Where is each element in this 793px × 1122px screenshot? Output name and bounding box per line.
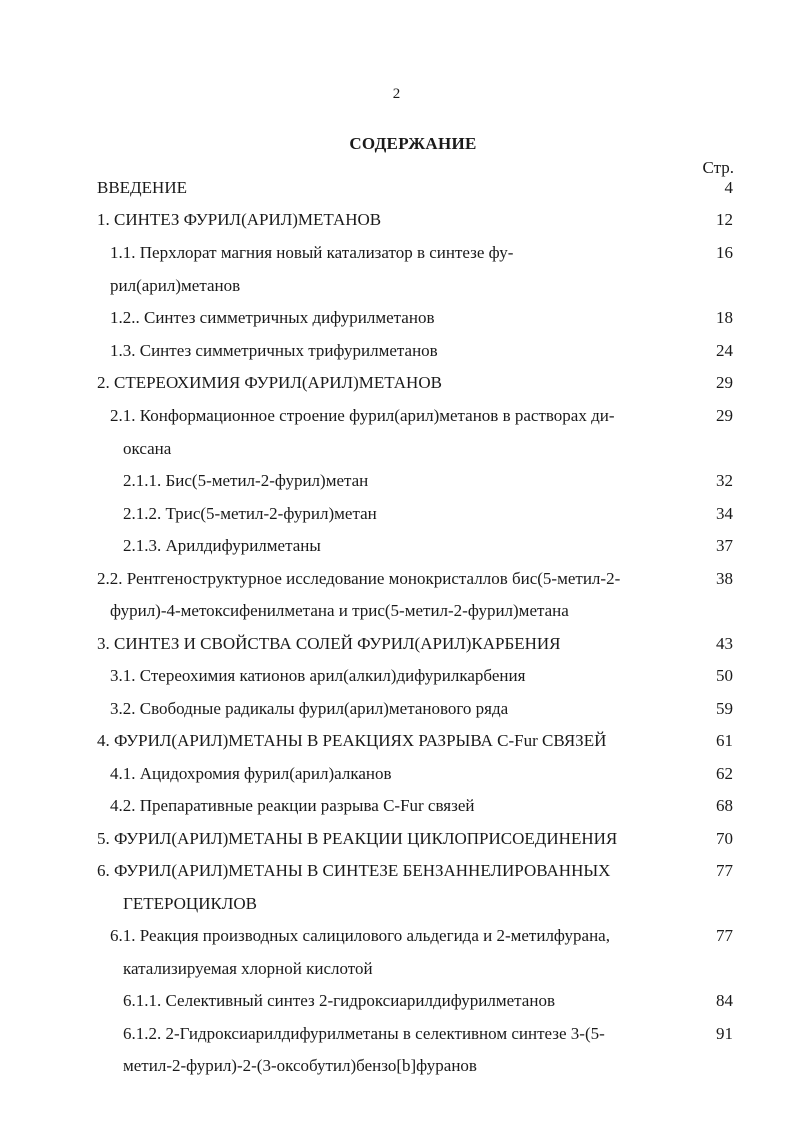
- toc-entry-page: 4: [724, 178, 733, 197]
- toc-entry-page: 16: [716, 243, 733, 262]
- toc-entry-title: 1.1. Перхлорат магния новый катализатор в синтезе фу-: [110, 243, 514, 262]
- toc-entry-page: 18: [716, 308, 733, 327]
- toc-entry-page: 32: [716, 471, 733, 490]
- toc-entry-title: 2.1.1. Бис(5-метил-2-фурил)метан: [123, 471, 369, 490]
- toc-entry-title: 2.2. Рентгеноструктурное исследование монокристаллов бис(5-метил-2-: [97, 569, 621, 588]
- toc-entry-title-continued: ГЕТЕРОЦИКЛОВ: [123, 894, 257, 913]
- toc-entry-title: 6. ФУРИЛ(АРИЛ)МЕТАНЫ В СИНТЕЗЕ БЕНЗАННЕЛИРОВАННЫХ: [97, 861, 611, 880]
- toc-entry-title: 3.1. Стереохимия катионов арил(алкил)дифурилкарбения: [110, 666, 526, 685]
- toc-entry-title-continued: фурил)-4-метоксифенилметана и трис(5-метил-2-фурил)метана: [110, 601, 569, 620]
- toc-entry-title: 6.1. Реакция производных салицилового альдегида и 2-метилфурана,: [110, 926, 610, 945]
- toc-entry-page: 68: [716, 796, 733, 815]
- toc-entry-page: 59: [716, 699, 733, 718]
- toc-entry-page: 84: [716, 991, 733, 1010]
- toc-entry-page: 43: [716, 634, 733, 653]
- toc-entry-page: 62: [716, 764, 733, 783]
- pages-column-header: Стр.: [702, 158, 734, 177]
- toc-entry-page: 12: [716, 210, 733, 229]
- toc-entry-title-continued: оксана: [123, 439, 172, 458]
- toc-entry-title: 1. СИНТЕЗ ФУРИЛ(АРИЛ)МЕТАНОВ: [97, 210, 382, 229]
- toc-entry-title: 4.1. Ацидохромия фурил(арил)алканов: [110, 764, 392, 783]
- page-title: СОДЕРЖАНИЕ: [349, 134, 477, 153]
- toc-entry-title-continued: рил(арил)метанов: [110, 276, 241, 295]
- toc-entry-page: 34: [716, 504, 733, 523]
- toc-entry-title-continued: катализируемая хлорной кислотой: [123, 959, 373, 978]
- toc-entry-page: 24: [716, 341, 733, 360]
- toc-entry-title: 2.1. Конформационное строение фурил(арил)метанов в растворах ди-: [110, 406, 615, 425]
- toc-entry-title: 2.1.3. Арилдифурилметаны: [123, 536, 321, 555]
- toc-entry-title: 3. СИНТЕЗ И СВОЙСТВА СОЛЕЙ ФУРИЛ(АРИЛ)КАРБЕНИЯ: [97, 634, 561, 653]
- toc-entry-title: 4. ФУРИЛ(АРИЛ)МЕТАНЫ В РЕАКЦИЯХ РАЗРЫВА C-Fur СВЯЗЕЙ: [97, 731, 607, 750]
- toc-entry-page: 77: [716, 861, 733, 880]
- toc-entry-page: 29: [716, 373, 733, 392]
- toc-entry-page: 50: [716, 666, 733, 685]
- toc-entry-page: 37: [716, 536, 733, 555]
- toc-entry-page: 91: [716, 1024, 733, 1043]
- toc-entry-title: 1.2.. Синтез симметричных дифурилметанов: [110, 308, 435, 327]
- toc-entry-title: 6.1.2. 2-Гидроксиарилдифурилметаны в селективном синтезе 3-(5-: [123, 1024, 605, 1043]
- toc-entry-title: 3.2. Свободные радикалы фурил(арил)метанового ряда: [110, 699, 509, 718]
- toc-entry-title: ВВЕДЕНИЕ: [97, 178, 187, 197]
- toc-entry-title: 5. ФУРИЛ(АРИЛ)МЕТАНЫ В РЕАКЦИИ ЦИКЛОПРИСОЕДИНЕНИЯ: [97, 829, 618, 848]
- page-number: 2: [392, 86, 401, 102]
- toc-entry-title: 1.3. Синтез симметричных трифурилметанов: [110, 341, 438, 360]
- toc-entry-title: 2. СТЕРЕОХИМИЯ ФУРИЛ(АРИЛ)МЕТАНОВ: [97, 373, 442, 392]
- toc-entry-page: 61: [716, 731, 733, 750]
- toc-entry-page: 77: [716, 926, 733, 945]
- toc-entry-title-continued: метил-2-фурил)-2-(3-оксобутил)бензо[b]фуранов: [123, 1056, 477, 1075]
- toc-entry-title: 2.1.2. Трис(5-метил-2-фурил)метан: [123, 504, 377, 523]
- toc-entry-title: 4.2. Препаративные реакции разрыва C-Fur связей: [110, 796, 475, 815]
- toc-entry-title: 6.1.1. Селективный синтез 2-гидроксиарилдифурилметанов: [123, 991, 555, 1010]
- toc-entry-page: 70: [716, 829, 733, 848]
- toc-entry-page: 38: [716, 569, 733, 588]
- toc-entry-page: 29: [716, 406, 733, 425]
